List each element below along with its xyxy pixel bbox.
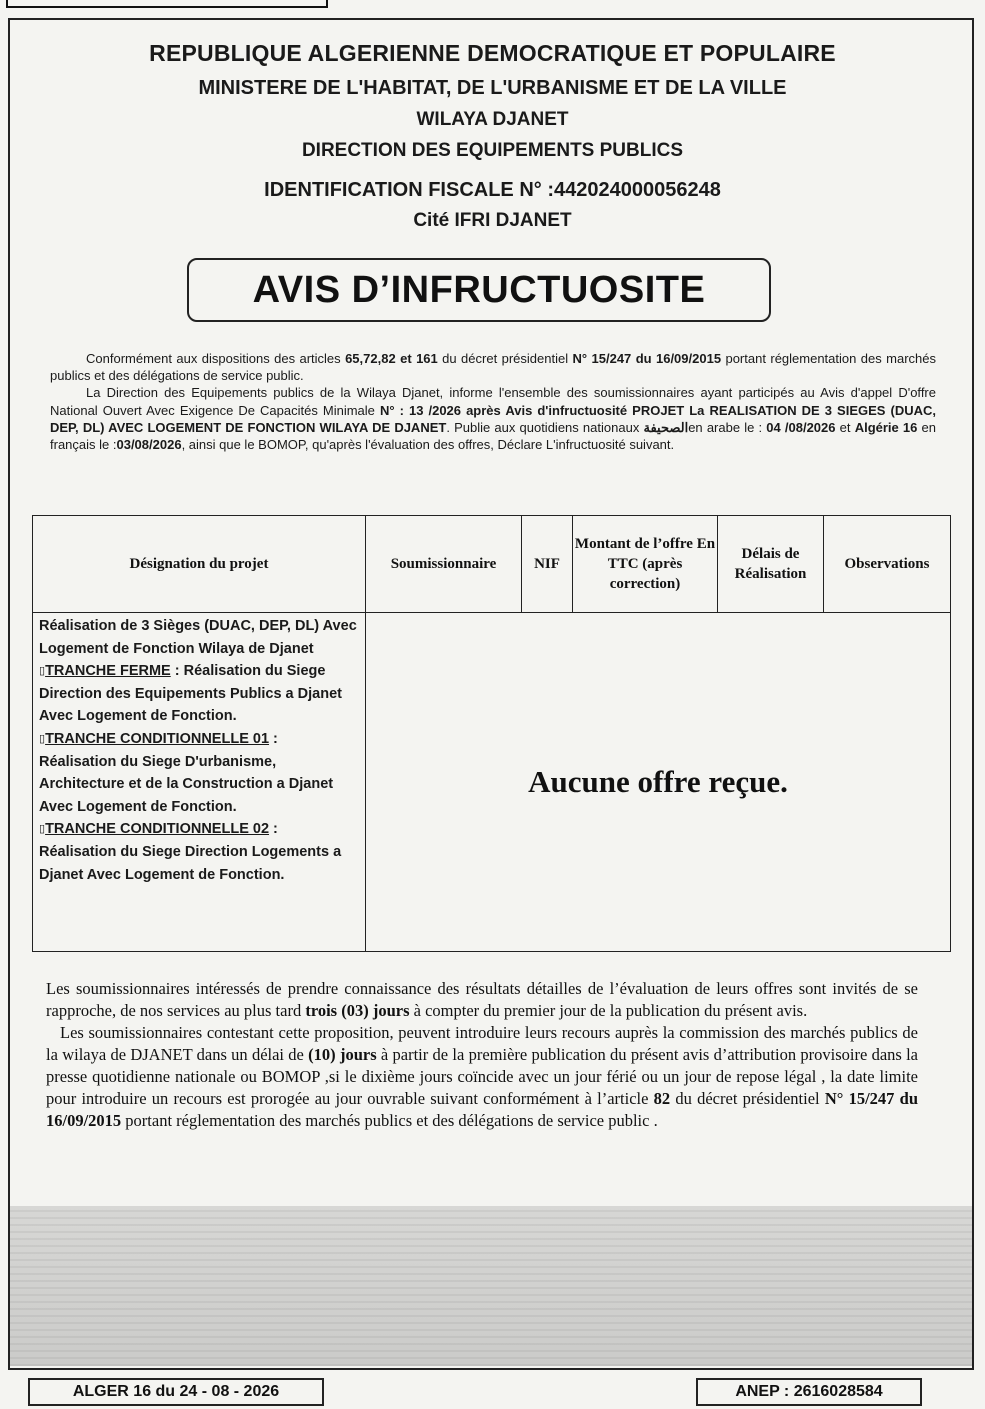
closing-p1-deadline: trois (03) jours	[305, 1001, 410, 1020]
closing-p2-text2: à partir de la première publication du présent avis d’attribution provisoire dans la presse quotidienne nationale ou BOMOP ,si le dixième jours coïncide avec un jour férié ou un jour de repose légal , la date limite pour introduire un recours est prorogée au jour ouvrable suivant conformément à l’article	[46, 1045, 919, 1108]
tranche-cond-01-label: TRANCHE CONDITIONNELLE 01	[45, 730, 270, 747]
intro-p2-arabic-paper: الصحيفة	[643, 419, 689, 435]
intro-p2-date-ar: 04 /08/2026	[766, 419, 836, 435]
closing-paragraph-1	[46, 978, 918, 1022]
header-republic: REPUBLIQUE ALGERIENNE DEMOCRATIQUE ET POPULAIRE	[149, 40, 836, 66]
table-header-row	[33, 516, 951, 613]
bullet-icon: ▯	[39, 823, 46, 836]
result-cell: Aucune offre reçue.	[366, 613, 951, 952]
intro-p2-text4: en français le :	[50, 419, 937, 453]
intro-p1-text2: du décret présidentiel	[437, 351, 573, 366]
intro-p2-and: et	[835, 419, 855, 435]
closing-p2-article: 82	[653, 1089, 671, 1108]
closing-p2-text3: du décret présidentiel	[670, 1089, 825, 1108]
intro-p2-project: N° : 13 /2026 après Avis d'infructuosité PROJET La REALISATION DE 3 SIEGES (DUAC, DEP, DL) AVEC LOGEMENT DE FONCTION WILAYA DE DJANET	[50, 402, 937, 435]
header-address: Cité IFRI DJANET	[413, 210, 572, 231]
intro-p1-decree: N° 15/247 du 16/09/2015	[572, 351, 722, 366]
footer-publication: ALGER 16 du 24 - 08 - 2026	[28, 1378, 324, 1406]
tranche-ferme-label: TRANCHE FERME	[45, 663, 171, 680]
col-designation: Désignation du projet	[33, 516, 366, 613]
intro-p1-text3: portant réglementation des marchés publics et des délégations de service public.	[50, 351, 937, 384]
tranche-cond-02-text: : Réalisation du Siege Direction Logements a Djanet Avec Logement de Fonction.	[39, 821, 342, 883]
intro-p2-text3: en arabe le :	[688, 419, 767, 435]
header-direction: DIRECTION DES EQUIPEMENTS PUBLICS	[301, 140, 684, 161]
project-designation-cell	[33, 613, 366, 952]
col-observations: Observations	[824, 516, 951, 613]
closing-p2-text4: portant réglementation des marchés publics et des délégations de service public .	[121, 1111, 658, 1130]
col-nif: NIF	[522, 516, 573, 613]
tranche-cond-01-text: : Réalisation du Siege D'urbanisme, Architecture et de la Construction a Djanet Avec Logement de Fonction.	[39, 730, 334, 815]
scan-noise-area	[10, 1206, 972, 1366]
intro-p2-text: La Direction des Equipements publics de la Wilaya Djanet, informe l'ensemble des soumissionnaires ayant participés au Avis d'appel D'offre National Ouvert Avec Exigence De Capacités Minimale	[50, 385, 936, 418]
closing-paragraph-2	[46, 1022, 918, 1132]
intro-p1-articles: 65,72,82 et 161	[345, 351, 438, 366]
intro-p2-text5: , ainsi que le BOMOP, qu'après l'évaluation des offres, Déclare L'infructuosité suivant.	[181, 437, 675, 453]
footer-anep-number: ANEP : 2616028584	[696, 1378, 922, 1406]
top-border-tab	[6, 0, 328, 8]
closing-p1-text: Les soumissionnaires intéressés de prendre connaissance des résultats détailles de l’évaluation de leurs offres sont invités de se rapproche, de nos services au plus tard	[46, 979, 918, 1020]
intro-p2-date-fr: 03/08/2026	[116, 437, 182, 453]
header-wilaya: WILAYA DJANET	[416, 109, 569, 130]
col-bidder: Soumissionnaire	[366, 516, 522, 613]
results-table	[32, 515, 951, 952]
intro-paragraph-2	[50, 384, 936, 453]
closing-p1-text2: à compter du premier jour de la publication du présent avis.	[409, 1001, 808, 1020]
closing-p2-deadline: (10) jours	[308, 1045, 377, 1064]
intro-p2-paper-fr: Algérie 16	[854, 419, 918, 435]
header-fiscal-id: IDENTIFICATION FISCALE N° :442024000056248	[264, 179, 721, 201]
intro-text	[50, 350, 936, 453]
project-title: Réalisation de 3 Sièges (DUAC, DEP, DL) Avec Logement de Fonction Wilaya de Djanet	[39, 618, 357, 657]
col-delay: Délais de Réalisation	[718, 516, 824, 613]
closing-p2-text: Les soumissionnaires contestant cette proposition, peuvent introduire leurs recours auprès la commission des marchés publics de la wilaya de DJANET dans un délai de	[46, 1023, 918, 1064]
tranche-cond-02-label: TRANCHE CONDITIONNELLE 02	[45, 821, 270, 838]
intro-p2-text2: . Publie aux quotidiens nationaux	[446, 419, 644, 435]
intro-p1-text: Conformément aux dispositions des articles	[86, 351, 346, 366]
header-ministry: MINISTERE DE L'HABITAT, DE L'URBANISME ET DE LA VILLE	[198, 77, 787, 99]
closing-p2-decree: N° 15/247 du 16/09/2015	[46, 1089, 918, 1130]
intro-paragraph-1	[50, 350, 936, 384]
bullet-icon: ▯	[39, 732, 46, 745]
table-row	[33, 613, 951, 952]
closing-text	[46, 978, 918, 1132]
notice-title: AVIS D’INFRUCTUOSITE	[187, 258, 771, 322]
col-amount: Montant de l’offre En TTC (après correction)	[573, 516, 718, 613]
bullet-icon: ▯	[39, 665, 46, 678]
tranche-ferme-text: : Réalisation du Siege Direction des Equipements Publics a Djanet Avec Logement de Fonction.	[39, 663, 342, 725]
